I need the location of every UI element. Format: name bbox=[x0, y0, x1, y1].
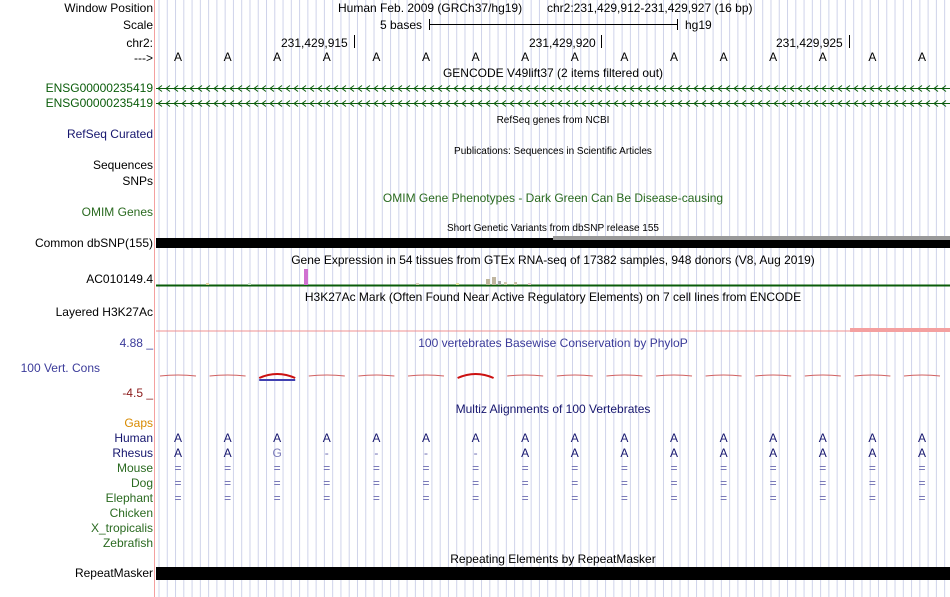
alignment-base: = bbox=[472, 491, 480, 505]
alignment-base: A bbox=[620, 431, 629, 445]
sequence-base: A bbox=[223, 50, 232, 64]
alignment-base: = bbox=[769, 491, 777, 505]
gaps-track-label[interactable]: Gaps bbox=[124, 416, 153, 430]
phylop-segment bbox=[854, 375, 890, 376]
alignment-base: A bbox=[769, 446, 778, 460]
species-label[interactable]: Rhesus bbox=[112, 446, 153, 460]
alignment-base: = bbox=[323, 491, 331, 505]
alignment-base: = bbox=[819, 491, 827, 505]
alignment-base: A bbox=[620, 446, 629, 460]
alignment-base: A bbox=[223, 446, 232, 460]
phylop-segment bbox=[706, 375, 742, 376]
alignment-base: A bbox=[372, 431, 381, 445]
alignment-base: - bbox=[473, 446, 478, 460]
phylop-segment bbox=[458, 374, 494, 378]
alignment-base: = bbox=[769, 461, 777, 475]
alignment-base: = bbox=[868, 461, 876, 475]
alignment-base: A bbox=[223, 431, 232, 445]
alignment-base: A bbox=[769, 431, 778, 445]
alignment-base: = bbox=[323, 476, 331, 490]
phylop-track-title[interactable]: 100 vertebrates Basewise Conservation by PhyloP bbox=[418, 336, 688, 350]
alignment-base: A bbox=[173, 431, 182, 445]
h3k27ac-signal[interactable] bbox=[156, 326, 950, 334]
gtex-expression-plot[interactable] bbox=[156, 266, 950, 288]
sequence-base: A bbox=[669, 50, 678, 64]
alignment-base: = bbox=[670, 476, 678, 490]
alignment-base: A bbox=[719, 446, 728, 460]
window-position-label: Window Position bbox=[64, 1, 153, 15]
gtex-gene-label[interactable]: AC010149.4 bbox=[86, 272, 153, 286]
alignment-base: = bbox=[571, 476, 579, 490]
alignment-base: = bbox=[224, 491, 232, 505]
alignment-base: A bbox=[818, 446, 827, 460]
alignment-base: = bbox=[422, 476, 430, 490]
species-label[interactable]: Dog bbox=[130, 476, 153, 490]
alignment-base: = bbox=[472, 476, 480, 490]
alignment-base: = bbox=[868, 491, 876, 505]
chr-label: chr2: bbox=[126, 36, 153, 50]
alignment-base: = bbox=[273, 491, 281, 505]
sequence-base: A bbox=[620, 50, 629, 64]
alignment-base: A bbox=[471, 431, 480, 445]
alignment-base: = bbox=[868, 476, 876, 490]
scale-bar-left-tick bbox=[429, 19, 430, 30]
sequence-base: A bbox=[917, 50, 926, 64]
sequence-base: A bbox=[818, 50, 827, 64]
phylop-segment bbox=[557, 375, 593, 376]
phylop-max-label: 4.88 _ bbox=[119, 336, 153, 350]
coord-tick-label: 231,429,920 bbox=[529, 36, 596, 50]
sequences-track-label[interactable]: Sequences bbox=[92, 158, 153, 172]
scale-bar bbox=[429, 24, 677, 25]
refseq-track-label[interactable]: RefSeq Curated bbox=[66, 127, 153, 141]
alignment-base: = bbox=[670, 461, 678, 475]
alignment-base: = bbox=[918, 461, 926, 475]
phylop-segment bbox=[408, 375, 444, 376]
alignment-base: A bbox=[421, 431, 430, 445]
sequence-base: A bbox=[421, 50, 430, 64]
species-label[interactable]: Elephant bbox=[105, 491, 153, 505]
gtex-track-title[interactable]: Gene Expression in 54 tissues from GTEx RNA-seq of 17382 samples, 948 donors (V8, Aug 2019) bbox=[291, 253, 815, 267]
scale-label: Scale bbox=[122, 18, 153, 32]
alignment-base: = bbox=[918, 476, 926, 490]
alignment-base: = bbox=[620, 476, 628, 490]
gencode-gene-label[interactable]: ENSG00000235419 bbox=[45, 81, 153, 95]
repeatmasker-track-title[interactable]: Repeating Elements by RepeatMasker bbox=[450, 552, 656, 566]
species-label[interactable]: X_tropicalis bbox=[90, 521, 153, 535]
species-label[interactable]: Chicken bbox=[109, 506, 153, 520]
coord-tick bbox=[849, 35, 850, 48]
sequence-base: A bbox=[868, 50, 877, 64]
alignment-base: A bbox=[521, 446, 530, 460]
omim-track-label[interactable]: OMIM Genes bbox=[81, 205, 153, 219]
alignment-base: = bbox=[521, 491, 529, 505]
alignment-base: - bbox=[324, 446, 329, 460]
alignment-base: = bbox=[571, 461, 579, 475]
strand-arrow-label[interactable]: ---> bbox=[134, 51, 153, 65]
coord-tick-label: 231,429,915 bbox=[281, 36, 348, 50]
phylop-segment bbox=[606, 375, 642, 376]
alignment-base: = bbox=[422, 491, 430, 505]
phylop-segment bbox=[259, 374, 295, 378]
coord-tick bbox=[354, 35, 355, 48]
alignment-base: = bbox=[769, 476, 777, 490]
multiz-track-title[interactable]: Multiz Alignments of 100 Vertebrates bbox=[455, 402, 651, 416]
alignment-base: A bbox=[322, 431, 331, 445]
alignment-base: = bbox=[174, 476, 182, 490]
alignment-base: = bbox=[372, 461, 380, 475]
alignment-base: A bbox=[669, 446, 678, 460]
alignment-base: = bbox=[273, 461, 281, 475]
alignment-base: A bbox=[669, 431, 678, 445]
db-label: hg19 bbox=[685, 18, 712, 32]
alignment-base: A bbox=[570, 431, 579, 445]
h3k27ac-track-label[interactable]: Layered H3K27Ac bbox=[55, 305, 153, 319]
phylop-segment bbox=[160, 375, 196, 376]
alignment-base: = bbox=[720, 491, 728, 505]
phylop-segment bbox=[309, 375, 345, 376]
alignment-base: A bbox=[273, 431, 282, 445]
alignment-base: A bbox=[521, 431, 530, 445]
phylop-min-label: -4.5 _ bbox=[122, 386, 153, 400]
species-label[interactable]: Zebrafish bbox=[102, 536, 153, 550]
gencode-track-title[interactable]: GENCODE V49lift37 (2 items filtered out) bbox=[442, 66, 664, 80]
snps-track-label[interactable]: SNPs bbox=[122, 174, 153, 188]
phylop-segment bbox=[904, 375, 940, 376]
alignment-base: A bbox=[917, 431, 926, 445]
alignment-base: A bbox=[868, 431, 877, 445]
alignment-base: = bbox=[372, 476, 380, 490]
gencode-gene-feature[interactable] bbox=[156, 98, 950, 109]
scale-text: 5 bases bbox=[380, 18, 423, 32]
alignment-base: = bbox=[571, 491, 579, 505]
phylop-conservation-plot[interactable] bbox=[156, 368, 950, 386]
alignment-base: = bbox=[720, 476, 728, 490]
alignment-base: = bbox=[720, 461, 728, 475]
alignment-base: = bbox=[372, 491, 380, 505]
alignment-base: A bbox=[570, 446, 579, 460]
dbsnp-track-title[interactable]: Short Genetic Variants from dbSNP release 155 bbox=[447, 223, 659, 234]
dbsnp-track-label[interactable]: Common dbSNP(155) bbox=[34, 236, 153, 250]
sequence-base: A bbox=[322, 50, 331, 64]
alignment-base: = bbox=[174, 491, 182, 505]
sequence-base: A bbox=[273, 50, 282, 64]
alignment-base: - bbox=[374, 446, 379, 460]
repeatmasker-bar[interactable] bbox=[156, 567, 950, 580]
alignment-base: = bbox=[819, 461, 827, 475]
species-label[interactable]: Mouse bbox=[116, 461, 153, 475]
assembly-label: Human Feb. 2009 (GRCh37/hg19) bbox=[338, 1, 523, 15]
gencode-gene-label[interactable]: ENSG00000235419 bbox=[45, 96, 153, 110]
alignment-base: = bbox=[819, 476, 827, 490]
alignment-base: = bbox=[224, 461, 232, 475]
alignment-base: A bbox=[818, 431, 827, 445]
alignment-base: = bbox=[273, 476, 281, 490]
alignment-base: = bbox=[670, 491, 678, 505]
sequence-base: A bbox=[570, 50, 579, 64]
alignment-base: = bbox=[224, 476, 232, 490]
phylop-segment bbox=[755, 375, 791, 376]
alignment-base: A bbox=[719, 431, 728, 445]
phylop-segment bbox=[656, 375, 692, 376]
sequence-base: A bbox=[471, 50, 480, 64]
dbsnp-variant-bar-grey[interactable] bbox=[553, 236, 950, 240]
sequence-base: A bbox=[372, 50, 381, 64]
alignment-base: = bbox=[521, 461, 529, 475]
alignment-base: = bbox=[620, 491, 628, 505]
publications-track-title[interactable]: Publications: Sequences in Scientific Articles bbox=[454, 146, 652, 157]
alignment-base: A bbox=[917, 446, 926, 460]
sequence-base: A bbox=[769, 50, 778, 64]
sequence-base: A bbox=[521, 50, 530, 64]
alignment-base: = bbox=[620, 461, 628, 475]
phylop-segment bbox=[210, 375, 246, 376]
sequence-base: A bbox=[173, 50, 182, 64]
alignment-base: A bbox=[173, 446, 182, 460]
coord-tick bbox=[601, 35, 602, 48]
phylop-track-label[interactable]: 100 Vert. Cons bbox=[20, 361, 100, 375]
h3k27ac-track-title[interactable]: H3K27Ac Mark (Often Found Near Active Regulatory Elements) on 7 cell lines from ENCODE bbox=[304, 290, 802, 304]
alignment-base: = bbox=[521, 476, 529, 490]
repeatmasker-track-label[interactable]: RepeatMasker bbox=[74, 566, 153, 580]
scale-bar-right-tick bbox=[677, 19, 678, 30]
coord-tick-label: 231,429,925 bbox=[776, 36, 843, 50]
sequence-base: A bbox=[719, 50, 728, 64]
alignment-base: A bbox=[868, 446, 877, 460]
refseq-track-title[interactable]: RefSeq genes from NCBI bbox=[496, 115, 610, 126]
species-label[interactable]: Human bbox=[114, 431, 153, 445]
phylop-segment bbox=[507, 375, 543, 376]
alignment-base: = bbox=[174, 461, 182, 475]
alignment-base: G bbox=[272, 446, 282, 460]
alignment-base: = bbox=[918, 491, 926, 505]
phylop-segment bbox=[358, 375, 394, 376]
alignment-base: - bbox=[424, 446, 428, 460]
position-label: chr2:231,429,912-231,429,927 (16 bp) bbox=[547, 1, 753, 15]
gencode-gene-feature[interactable] bbox=[156, 83, 950, 94]
omim-track-title[interactable]: OMIM Gene Phenotypes - Dark Green Can Be Disease-causing bbox=[382, 191, 724, 205]
phylop-segment bbox=[805, 375, 841, 376]
alignment-base: = bbox=[472, 461, 480, 475]
alignment-base: = bbox=[323, 461, 331, 475]
alignment-base: = bbox=[422, 461, 430, 475]
